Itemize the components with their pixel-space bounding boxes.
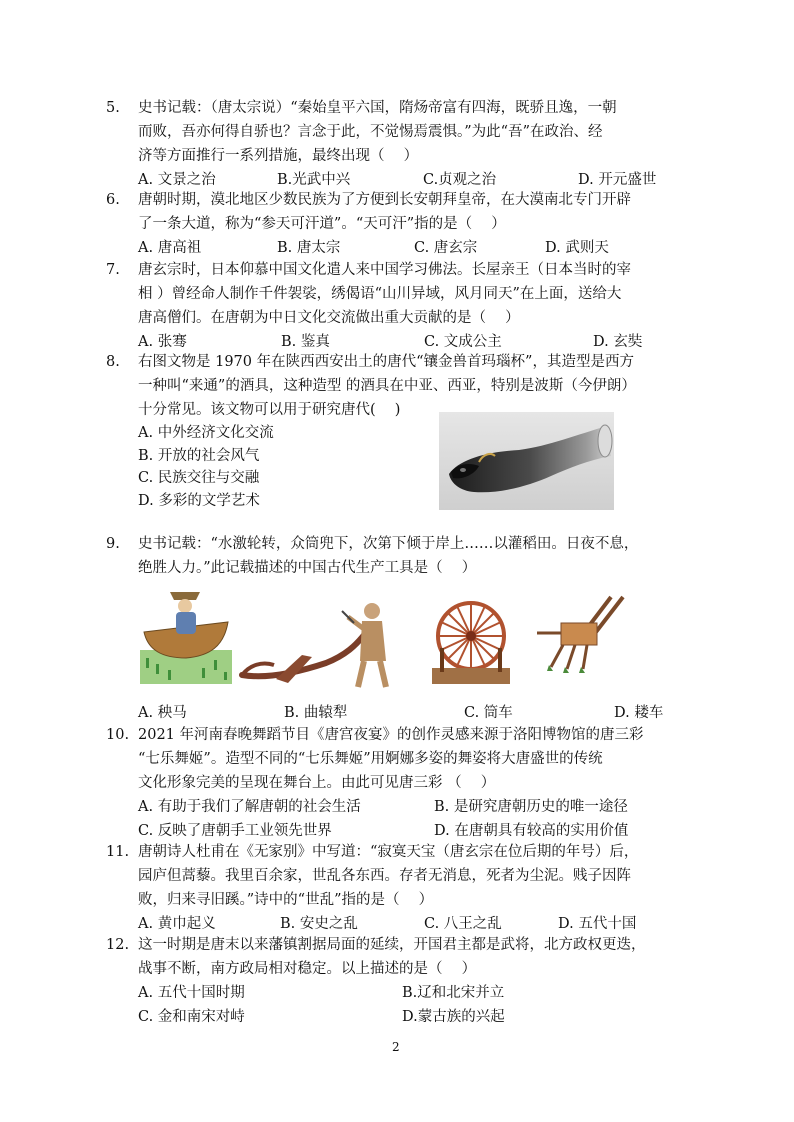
option-b[interactable]: B. 安史之乱 (280, 916, 358, 932)
question-text-line: 相 ）曾经命人制作千件袈裟，绣偈语“山川异域，风月同天”在上面，送给大 (138, 286, 622, 302)
option-d[interactable]: D. 开元盛世 (578, 172, 657, 188)
page-number: 2 (392, 1040, 400, 1054)
question-text-line: 2021 年河南春晚舞蹈节目《唐宫夜宴》的创作灵感来源于洛阳博物馆的唐三彩 (138, 727, 644, 743)
question-number: 10. (106, 727, 130, 743)
option-c[interactable]: C. 唐玄宗 (414, 240, 478, 256)
question-text-line: 文化形象完美的呈现在舞台上。由此可见唐三彩 （ ） (138, 775, 496, 791)
question-text-line: 而败，吾亦何得自骄也？言念于此，不觉惕焉震惧。”为此“吾”在政治、经 (138, 124, 603, 140)
option-b[interactable]: B.光武中兴 (277, 172, 351, 188)
question-number: 12. (106, 937, 130, 953)
question-text-line: 战事不断，南方政局相对稳定。以上描述的是（ ） (138, 961, 477, 977)
question-11 (106, 840, 696, 936)
question-9 (106, 532, 696, 580)
option-b[interactable]: B. 唐太宗 (277, 240, 341, 256)
question-text-line: 了一条大道，称为“参天可汗道”。“天可汗”指的是（ ） (138, 216, 506, 232)
question-text-line: 史书记载：（唐太宗说）“秦始皇平六国，隋炀帝富有四海，既骄且逸，一朝 (138, 100, 617, 116)
question-12 (106, 933, 696, 1029)
question-text-line: 这一时期是唐末以来藩镇割据局面的延续，开国君主都是武将，北方政权更迭， (138, 937, 646, 953)
quyuan-plow-image (236, 595, 402, 689)
question-text-line: 济等方面推行一系列措施，最终出现（ ） (138, 148, 419, 164)
question-text-line: 唐朝诗人杜甫在《无家别》中写道：“寂寞天宝（唐玄宗在位后期的年号）后， (138, 844, 639, 860)
option-d[interactable]: D. 耧车 (614, 705, 664, 721)
option-a[interactable]: A. 五代十国时期 (138, 985, 245, 1001)
question-text-line: 败，归来寻旧蹊。”诗中的“世乱”指的是（ ） (138, 892, 434, 908)
louche-seed-drill-image (535, 593, 633, 673)
question-7 (106, 258, 696, 354)
question-text-line: 十分常见。该文物可以用于研究唐代( ) (138, 402, 401, 418)
option-d[interactable]: D. 五代十国 (558, 916, 637, 932)
question-number: 7. (106, 262, 120, 278)
option-a[interactable]: A. 黄巾起义 (138, 916, 216, 932)
option-a[interactable]: A. 秧马 (138, 705, 187, 721)
option-a[interactable]: A. 文景之治 (138, 172, 216, 188)
option-a[interactable]: A. 中外经济文化交流 (138, 425, 274, 441)
option-a[interactable]: A. 张骞 (138, 334, 187, 350)
option-a[interactable]: A. 唐高祖 (138, 240, 202, 256)
option-b[interactable]: B.辽和北宋并立 (402, 985, 505, 1001)
option-c[interactable]: C.贞观之治 (423, 172, 497, 188)
option-c[interactable]: C. 反映了唐朝手工业领先世界 (138, 823, 332, 839)
option-d[interactable]: D. 多彩的文学艺术 (138, 492, 260, 509)
question-10 (106, 723, 696, 843)
question-text-line: 唐高僧们。在唐朝为中日文化交流做出重大贡献的是（ ） (138, 310, 520, 326)
question-number: 6. (106, 192, 120, 208)
question-text-line: 史书记载：“水激轮转，众筒兜下，次第下倾于岸上……以灌稻田。日夜不息， (138, 536, 639, 552)
question-number: 5. (106, 100, 120, 116)
option-b[interactable]: B. 曲辕犁 (284, 705, 348, 721)
question-text-line: 绝胜人力。”此记载描述的中国古代生产工具是（ ） (138, 560, 477, 576)
option-c[interactable]: C. 文成公主 (424, 334, 502, 350)
option-c[interactable]: C. 筒车 (464, 705, 513, 721)
option-c[interactable]: C. 八王之乱 (424, 916, 502, 932)
option-c[interactable]: C. 民族交往与交融 (138, 470, 260, 486)
tongche-waterwheel-image (426, 598, 516, 686)
question-number: 11. (106, 844, 130, 860)
option-d[interactable]: D.蒙古族的兴起 (402, 1009, 505, 1025)
question-text-line: 唐朝时期，漠北地区少数民族为了方便到长安朝拜皇帝，在大漠南北专门开辟 (138, 192, 631, 208)
question-text-line: 唐玄宗时，日本仰慕中国文化遣人来中国学习佛法。长屋亲王（日本当时的宰 (138, 262, 631, 278)
option-d[interactable]: D. 在唐朝具有较高的实用价值 (434, 823, 629, 839)
question-text-line: 园庐但蒿藜。我里百余家，世乱各东西。存者无消息，死者为尘泥。贱子因阵 (138, 868, 631, 884)
question-9-options (106, 701, 696, 725)
option-a[interactable]: A. 有助于我们了解唐朝的社会生活 (138, 799, 361, 815)
question-5 (106, 96, 696, 192)
option-c[interactable]: C. 金和南宋对峙 (138, 1009, 245, 1025)
question-6 (106, 188, 696, 260)
question-text-line: 一种叫“来通”的酒具，这种造型 的酒具在中亚、西亚，特别是波斯（今伊朗） (138, 378, 636, 394)
question-text-line: “七乐舞姬”。造型不同的“七乐舞姬”用婀娜多姿的舞姿将大唐盛世的传统 (138, 751, 603, 767)
agate-rhyton-image (439, 412, 614, 510)
yangma-seedling-horse-image (140, 588, 232, 684)
question-text-line: 右图文物是 1970 年在陕西西安出土的唐代“镶金兽首玛瑙杯”，其造型是西方 (138, 354, 634, 370)
option-b[interactable]: B. 是研究唐朝历史的唯一途径 (434, 799, 628, 815)
question-number: 9. (106, 536, 120, 552)
question-number: 8. (106, 354, 120, 370)
option-b[interactable]: B. 鉴真 (281, 334, 330, 350)
option-b[interactable]: B. 开放的社会风气 (138, 447, 260, 464)
option-d[interactable]: D. 玄奘 (593, 334, 643, 350)
option-d[interactable]: D. 武则天 (545, 240, 609, 256)
